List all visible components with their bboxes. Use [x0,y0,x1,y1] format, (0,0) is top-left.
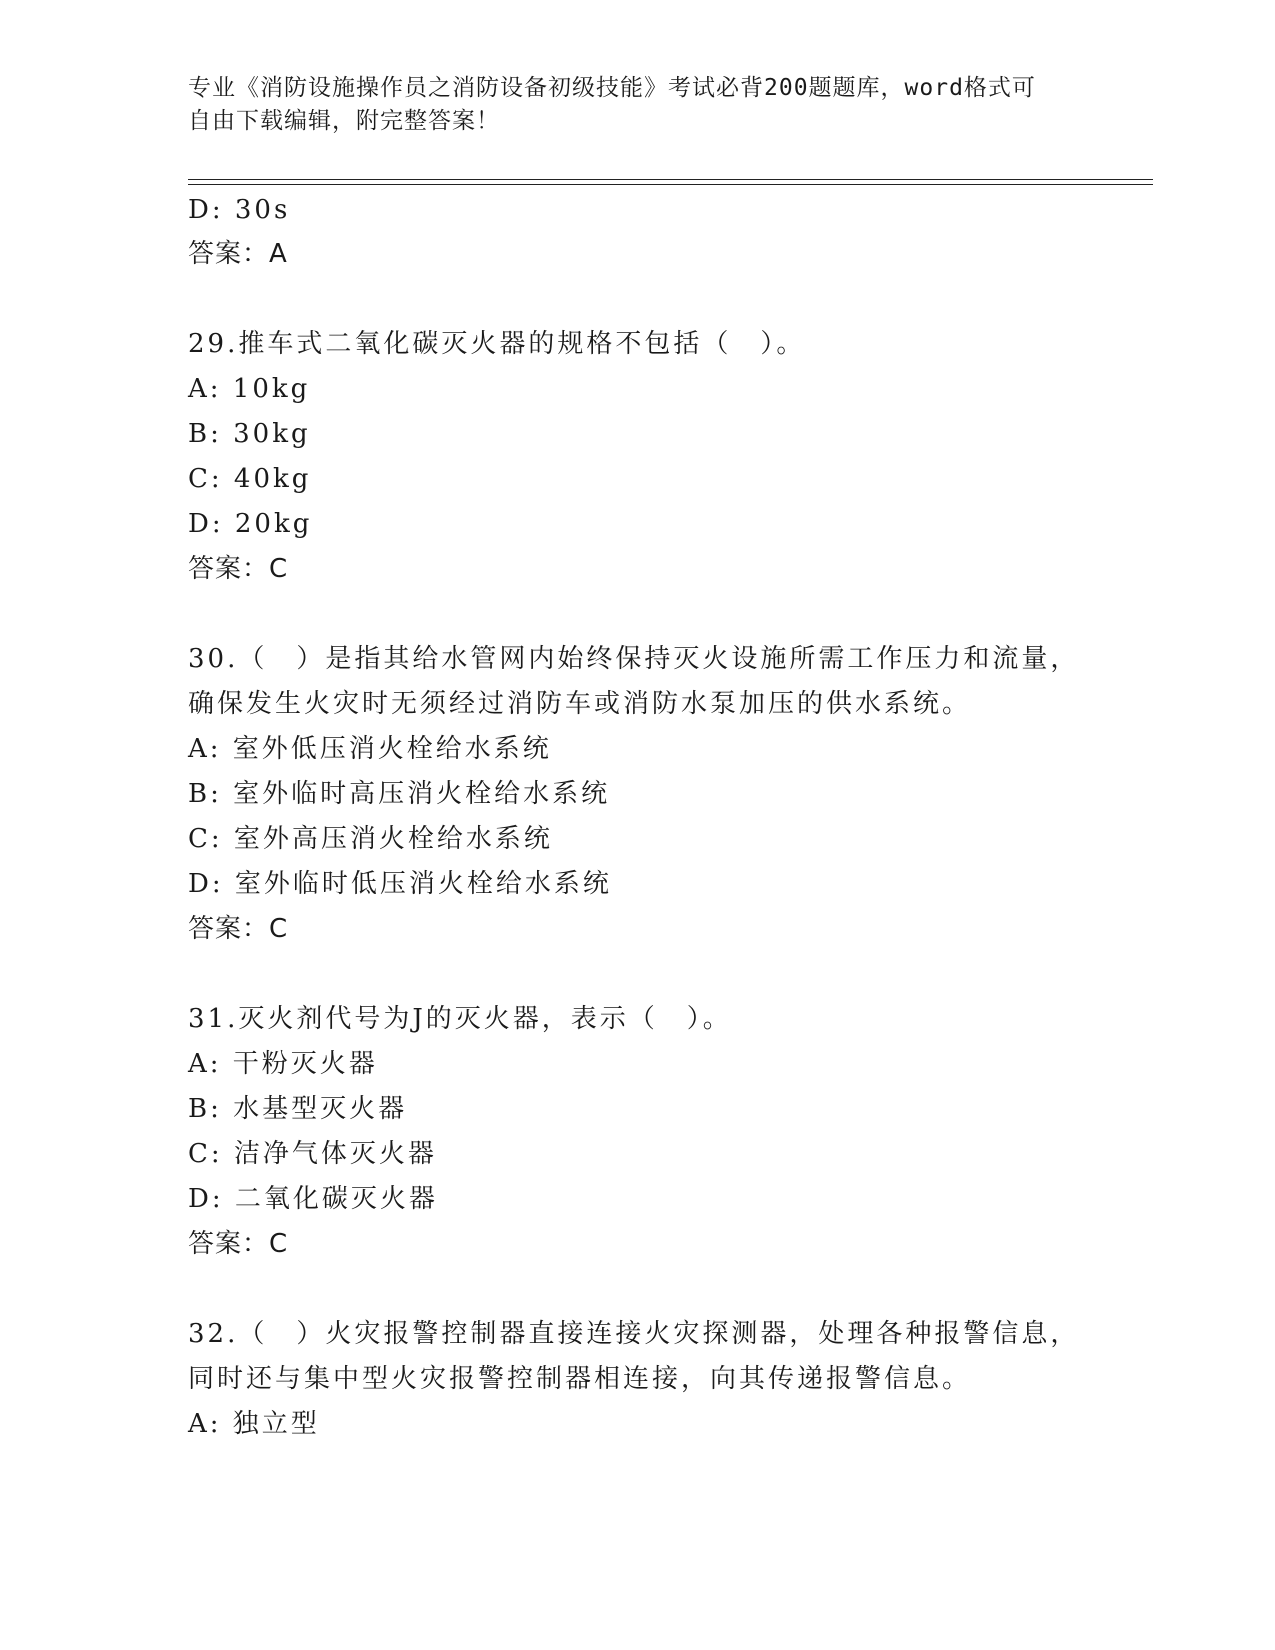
q30-option-a: A: 室外低压消火栓给水系统 [188,734,552,764]
q30-question-line-1: 30.（ ）是指其给水管网内始终保持灭火设施所需工作压力和流量， [188,644,1080,674]
header-line-2: 自由下载编辑，附完整答案！ [188,108,500,134]
q32-question-line-2: 同时还与集中型火灾报警控制器相连接，向其传递报警信息。 [188,1364,972,1394]
q32-option-a: A: 独立型 [188,1409,320,1439]
q31-option-c: C: 洁净气体灭火器 [188,1139,437,1169]
q31-option-b: B: 水基型灭火器 [188,1094,408,1124]
q30-option-d: D: 室外临时低压消火栓给水系统 [188,869,612,899]
q29-option-a: A: 10kg [188,374,311,404]
q30-question-line-2: 确保发生火灾时无须经过消防车或消防水泵加压的供水系统。 [188,689,972,719]
q28-option-d: D: 30s [188,195,291,225]
q32-question-line-1: 32.（ ）火灾报警控制器直接连接火灾探测器，处理各种报警信息， [188,1319,1080,1349]
header-divider-top [188,179,1153,180]
header-divider-bottom [188,184,1153,185]
q30-option-c: C: 室外高压消火栓给水系统 [188,824,553,854]
q30-answer: 答案：C [188,914,289,944]
q29-option-b: B: 30kg [188,419,311,449]
document-header [188,72,1088,138]
q28-answer: 答案：A [188,239,288,269]
q29-question: 29.推车式二氧化碳灭火器的规格不包括（ ）。 [188,329,806,359]
q29-answer: 答案：C [188,554,289,584]
q30-option-b: B: 室外临时高压消火栓给水系统 [188,779,611,809]
q31-question: 31.灭火剂代号为J的灭火器，表示（ ）。 [188,1004,732,1034]
q31-answer: 答案：C [188,1229,289,1259]
q31-option-a: A: 干粉灭火器 [188,1049,378,1079]
q29-option-c: C: 40kg [188,464,312,494]
q31-option-d: D: 二氧化碳灭火器 [188,1184,438,1214]
q29-option-d: D: 20kg [188,509,313,539]
header-line-1: 专业《消防设施操作员之消防设备初级技能》考试必背200题题库，word格式可 [188,75,1036,101]
